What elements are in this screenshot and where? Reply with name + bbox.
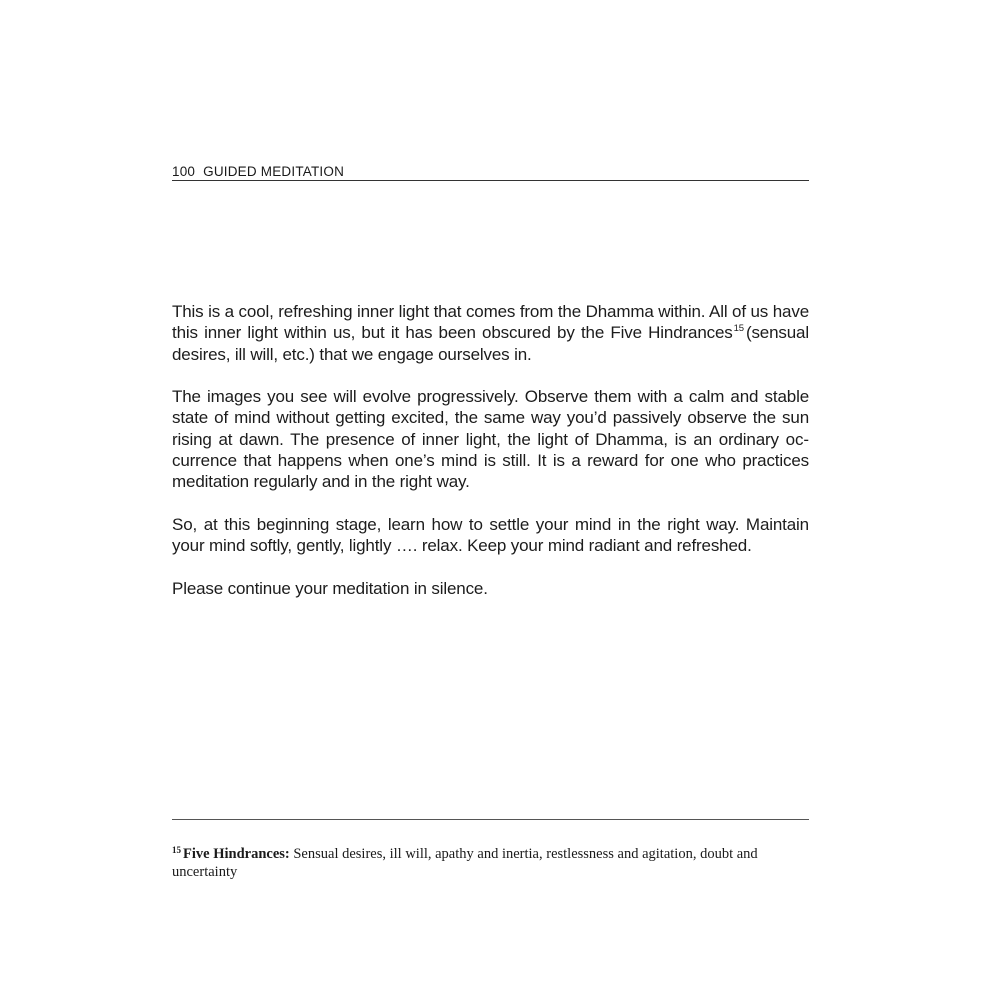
section-title: GUIDED MEDITATION: [203, 164, 345, 179]
running-head: [172, 164, 809, 180]
page-number: 100: [172, 164, 196, 179]
paragraph-1: [172, 301, 809, 365]
footnote-reference[interactable]: 15: [733, 323, 744, 335]
paragraph-3: So, at this beginning stage, learn how to settle your mind in the right way. Maintain your mind softly, gently, lightly …. relax. Keep your mind radiant and refreshed.: [172, 514, 809, 556]
footnote-rule: [172, 819, 809, 820]
footnote: [172, 845, 772, 881]
footnote-text: Sensual desires, ill will, apathy and inertia, restlessness and agitation, doubt and uncertainty: [172, 846, 758, 880]
paragraph-1-text-a: This is a cool, refreshing inner light that comes from the Dhamma within. All of us have this inner light within us, but it has been obscured by the Five Hindrances: [172, 302, 809, 343]
paragraph-1-text-b: (sensual desires, ill will, etc.) that we engage ourselves in.: [172, 323, 809, 364]
body-text: [172, 301, 809, 620]
footnote-number: 15: [172, 845, 181, 855]
paragraph-2: The images you see will evolve progressively. Observe them with a calm and stable state of mind without getting excited, the same way you’d passively observe the sun rising at dawn. The presence of inner light, the light of Dhamma, is an ordinary occurrence that happens when one’s mind is still. It is a reward for one who practices meditation regularly and in the right way.: [172, 387, 809, 492]
header-rule: [172, 180, 809, 181]
footnote-term: Five Hindrances:: [183, 846, 290, 862]
paragraph-4: Please continue your meditation in silence.: [172, 578, 488, 598]
